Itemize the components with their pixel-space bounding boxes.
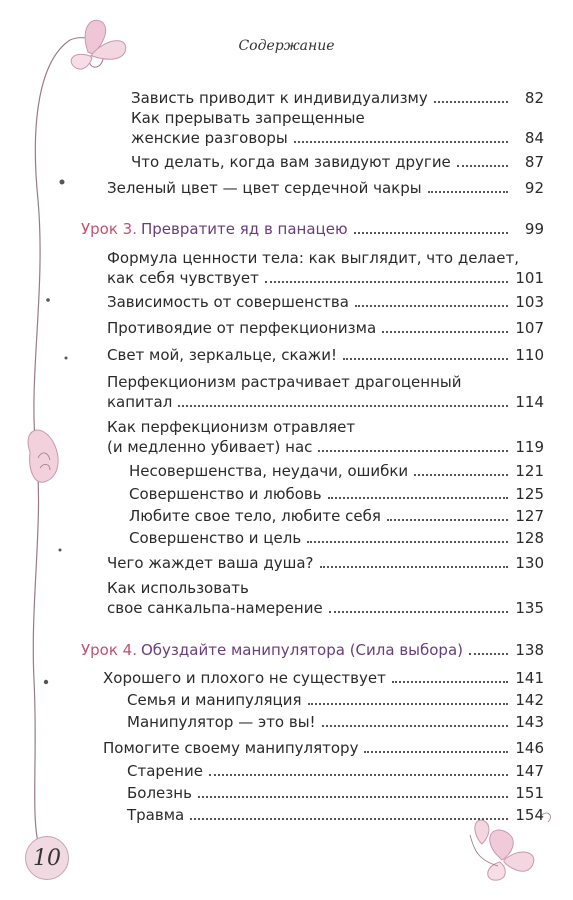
toc-entry-text: Как использовать	[107, 579, 249, 597]
toc-entry	[129, 461, 544, 481]
lesson-label: Урок 3.	[81, 220, 137, 238]
dot-leader	[382, 331, 508, 333]
toc-page-number: 114	[515, 393, 544, 411]
toc-page-number: 128	[515, 529, 544, 547]
dot-leader	[209, 774, 508, 776]
toc-entry-text: Зависть приводит к индивидуализму	[131, 89, 428, 107]
dot-leader	[328, 497, 508, 499]
toc-entry	[107, 318, 544, 338]
dot-leader	[198, 796, 508, 798]
toc-page-number: 110	[515, 346, 544, 364]
toc-page-number: 125	[515, 485, 544, 503]
toc-entry-text: Как перфекционизм отравляет	[107, 418, 356, 436]
toc-page-number: 143	[515, 713, 544, 731]
toc-entry	[129, 506, 544, 526]
toc-entry-text: Противоядие от перфекционизма	[107, 319, 377, 337]
lesson-label: Урок 4.	[81, 641, 137, 659]
toc-entry-text: Манипулятор — это вы!	[127, 713, 316, 731]
dot-leader	[322, 725, 508, 727]
dot-leader	[387, 519, 508, 521]
dot-leader	[308, 703, 508, 705]
dot-leader	[318, 450, 508, 452]
toc-page-number: 101	[515, 269, 544, 287]
toc-entry	[107, 345, 544, 365]
toc-entry	[127, 761, 544, 781]
toc-lesson-heading	[81, 640, 544, 660]
toc-page-number: 146	[515, 739, 544, 757]
toc-entry	[131, 152, 544, 172]
toc-entry	[131, 88, 544, 108]
dot-leader	[320, 566, 508, 568]
toc-entry-text: Свет мой, зеркальце, скажи!	[107, 346, 337, 364]
toc-entry-text: (и медленно убивает) нас	[107, 438, 313, 456]
toc-entry	[107, 178, 544, 198]
toc-entry	[107, 553, 544, 573]
toc-entry-text: Болезнь	[127, 784, 192, 802]
toc-page-number: 87	[524, 153, 544, 171]
toc-entry-text: капитал	[107, 393, 173, 411]
toc-entry-text: Чего жаждет ваша душа?	[107, 554, 314, 572]
toc-entry	[127, 690, 544, 710]
toc-page-number: 141	[515, 669, 544, 687]
toc-page-number: 121	[515, 462, 544, 480]
toc-entry-text: Старение	[127, 762, 203, 780]
toc-entry	[103, 738, 544, 758]
toc-entry	[107, 417, 544, 457]
toc-entry	[103, 668, 544, 688]
toc-page-number: 147	[515, 762, 544, 780]
toc-page-number: 84	[524, 129, 544, 147]
dot-leader	[329, 611, 508, 613]
toc-entry-text: Семья и манипуляция	[127, 691, 302, 709]
toc-entry	[131, 108, 544, 148]
toc-entry-text: Перфекционизм растрачивает драгоценный	[107, 373, 462, 391]
toc-entry-text: Помогите своему манипулятору	[103, 739, 359, 757]
dot-leader	[343, 358, 508, 360]
toc-entry	[127, 805, 544, 825]
toc-page-number: 92	[524, 179, 544, 197]
dot-leader	[469, 653, 508, 655]
dot-leader	[307, 541, 508, 543]
dot-leader	[190, 818, 508, 820]
toc-entry-text: Несовершенства, неудачи, ошибки	[129, 462, 409, 480]
toc-entry	[129, 484, 544, 504]
toc-entry-text: Совершенство и цель	[129, 529, 302, 547]
toc-page-number: 119	[515, 438, 544, 456]
lesson-title: Превратите яд в панацею	[140, 220, 348, 238]
running-head: Содержание	[238, 38, 335, 54]
toc-page-number: 103	[515, 293, 544, 311]
page-number-badge: 10	[25, 836, 69, 880]
dot-leader	[355, 305, 508, 307]
toc-page-number: 142	[515, 691, 544, 709]
toc-page-number: 130	[515, 554, 544, 572]
toc-entry-text: Что делать, когда вам завидуют другие	[131, 153, 451, 171]
toc-page-number: 135	[515, 599, 544, 617]
toc-entry	[127, 783, 544, 803]
lesson-title: Обуздайте манипулятора (Сила выбора)	[140, 641, 463, 659]
dot-leader	[354, 232, 508, 234]
dot-leader	[178, 405, 508, 407]
toc-page-number: 127	[515, 507, 544, 525]
dot-leader	[457, 165, 508, 167]
toc-entry-text: женские разговоры	[131, 129, 288, 147]
toc-page-number: 99	[524, 220, 544, 238]
toc-entry-text: свое санкальпа-намерение	[107, 599, 323, 617]
toc-page-number: 151	[515, 784, 544, 802]
toc-entry-text: Травма	[127, 806, 185, 824]
toc-entry	[107, 578, 544, 618]
toc-entry-text: Хорошего и плохого не существует	[103, 669, 386, 687]
toc-entry	[127, 712, 544, 732]
toc-entry-text: Зеленый цвет — цвет сердечной чакры	[107, 179, 422, 197]
toc-entry-text: как себя чувствует	[107, 269, 259, 287]
toc-entry-text: Как прерывать запрещенные	[131, 109, 365, 127]
toc-lesson-heading	[81, 219, 544, 239]
toc-entry-text: Зависимость от совершенства	[107, 293, 349, 311]
toc-page-number: 154	[515, 806, 544, 824]
dot-leader	[428, 191, 508, 193]
toc-entry-text: Любите свое тело, любите себя	[129, 507, 381, 525]
toc-page-number: 107	[515, 319, 544, 337]
dot-leader	[414, 474, 508, 476]
toc-page-number: 82	[524, 89, 544, 107]
toc-entry-text: Формула ценности тела: как выглядит, что делает,	[107, 249, 519, 267]
dot-leader	[392, 681, 508, 683]
dot-leader	[364, 751, 508, 753]
dot-leader	[294, 141, 508, 143]
dot-leader	[265, 281, 508, 283]
toc-entry	[107, 372, 544, 412]
toc-entry	[107, 248, 544, 288]
dot-leader	[434, 101, 508, 103]
toc-entry	[129, 528, 544, 548]
toc-entry-text: Совершенство и любовь	[129, 485, 322, 503]
toc-entry	[107, 292, 544, 312]
toc-page-number: 138	[515, 641, 544, 659]
